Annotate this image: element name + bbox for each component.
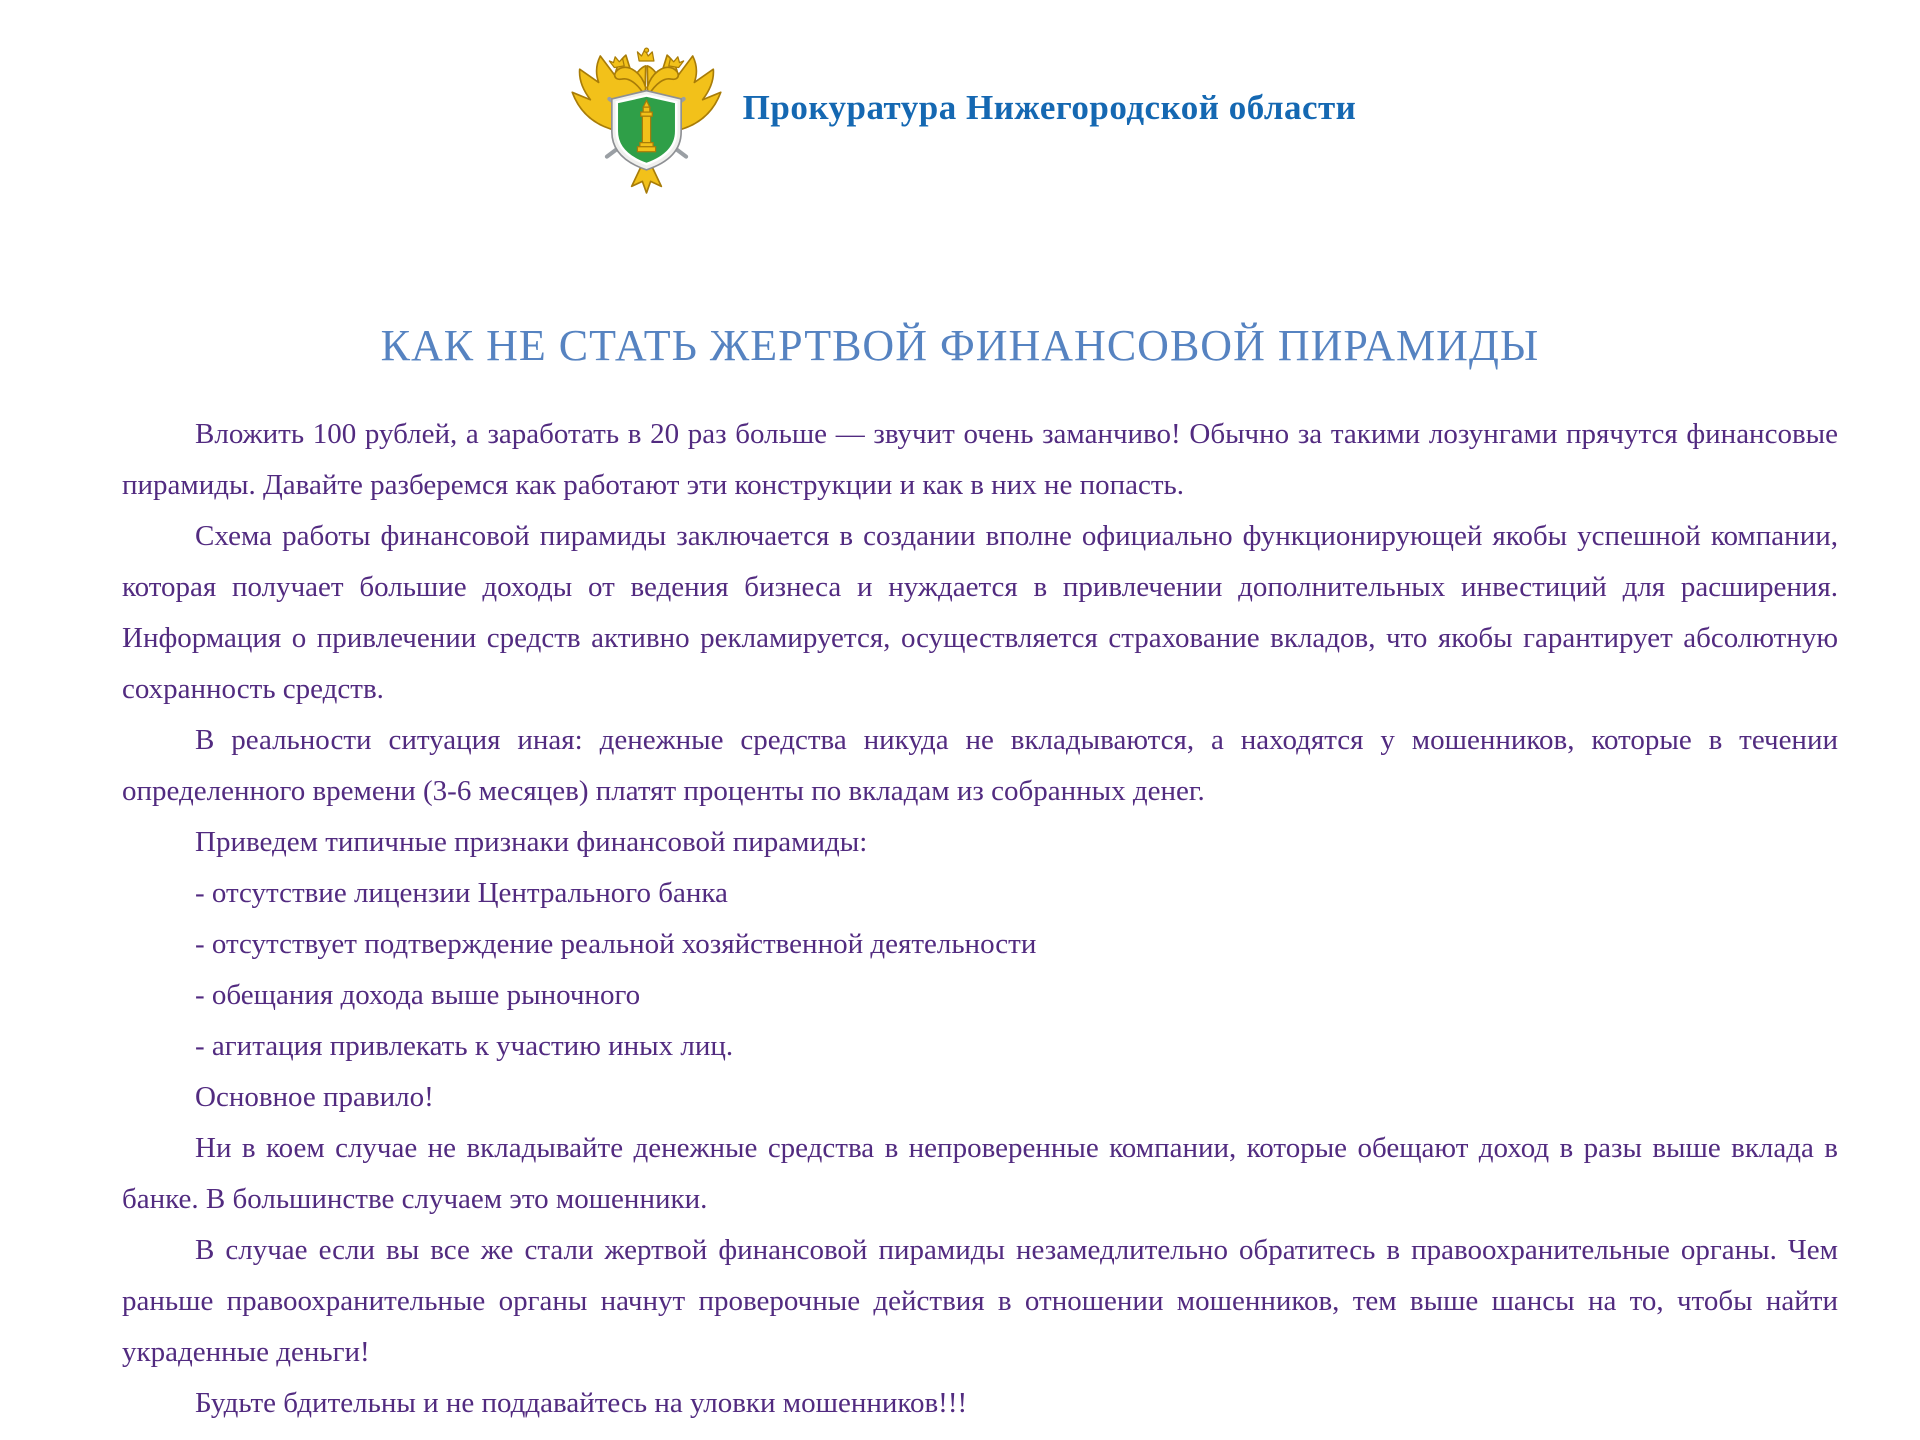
document-body [122, 409, 1838, 1429]
header [0, 0, 1920, 202]
paragraph-closing: Будьте бдительны и не поддавайтесь на уловки мошенников!!! [195, 1387, 968, 1419]
paragraph-scheme: Схема работы финансовой пирамиды заключается в создании вполне официально функционирующей якобы успешной компании, которая получает большие доходы от ведения бизнеса и нуждается в привлечении дополнительных инвестиций для расширения. Информация о привлечении средств активно рекламируется, осуществляется страхование вкладов, что якобы гарантирует абсолютную сохранность средств. [122, 520, 1838, 705]
org-name: Прокуратура Нижегородской области [742, 88, 1357, 127]
paragraph-warning: Ни в коем случае не вкладывайте денежные средства в непроверенные компании, которые обещают доход в разы выше вклада в банке. В большинстве случаем это мошенники. [122, 1132, 1838, 1215]
paragraph-main-rule: Основное правило! [195, 1081, 434, 1113]
list-item-no-activity: - отсутствует подтверждение реальной хозяйственной деятельности [195, 928, 1037, 960]
double-headed-eagle-icon [564, 46, 729, 198]
list-item-high-income: - обещания дохода выше рыночного [195, 979, 641, 1011]
list-item-no-license: - отсутствие лицензии Центрального банка [195, 877, 728, 909]
paragraph-intro: Вложить 100 рублей, а заработать в 20 раз больше — звучит очень заманчиво! Обычно за такими лозунгами прячутся финансовые пирамиды. Давайте разберемся как работают эти конструкции и как в них не попасть. [122, 418, 1838, 501]
paragraph-signs-heading: Приведем типичные признаки финансовой пирамиды: [195, 826, 868, 858]
paragraph-reality: В реальности ситуация иная: денежные средства никуда не вкладываются, а находятся у мошенников, которые в течении определенного времени (3-6 месяцев) платят проценты по вкладам из собранных денег. [122, 724, 1838, 807]
paragraph-victim-advice: В случае если вы все же стали жертвой финансовой пирамиды незамедлительно обратитесь в правоохранительные органы. Чем раньше правоохранительные органы начнут проверочные действия в отношении мошенников, тем выше шансы на то, чтобы найти украденные деньги! [122, 1234, 1838, 1368]
prosecutor-emblem-logo [564, 46, 729, 198]
list-item-agitation: - агитация привлекать к участию иных лиц. [195, 1030, 734, 1062]
page-title: КАК НЕ СТАТЬ ЖЕРТВОЙ ФИНАНСОВОЙ ПИРАМИДЫ [380, 321, 1540, 370]
